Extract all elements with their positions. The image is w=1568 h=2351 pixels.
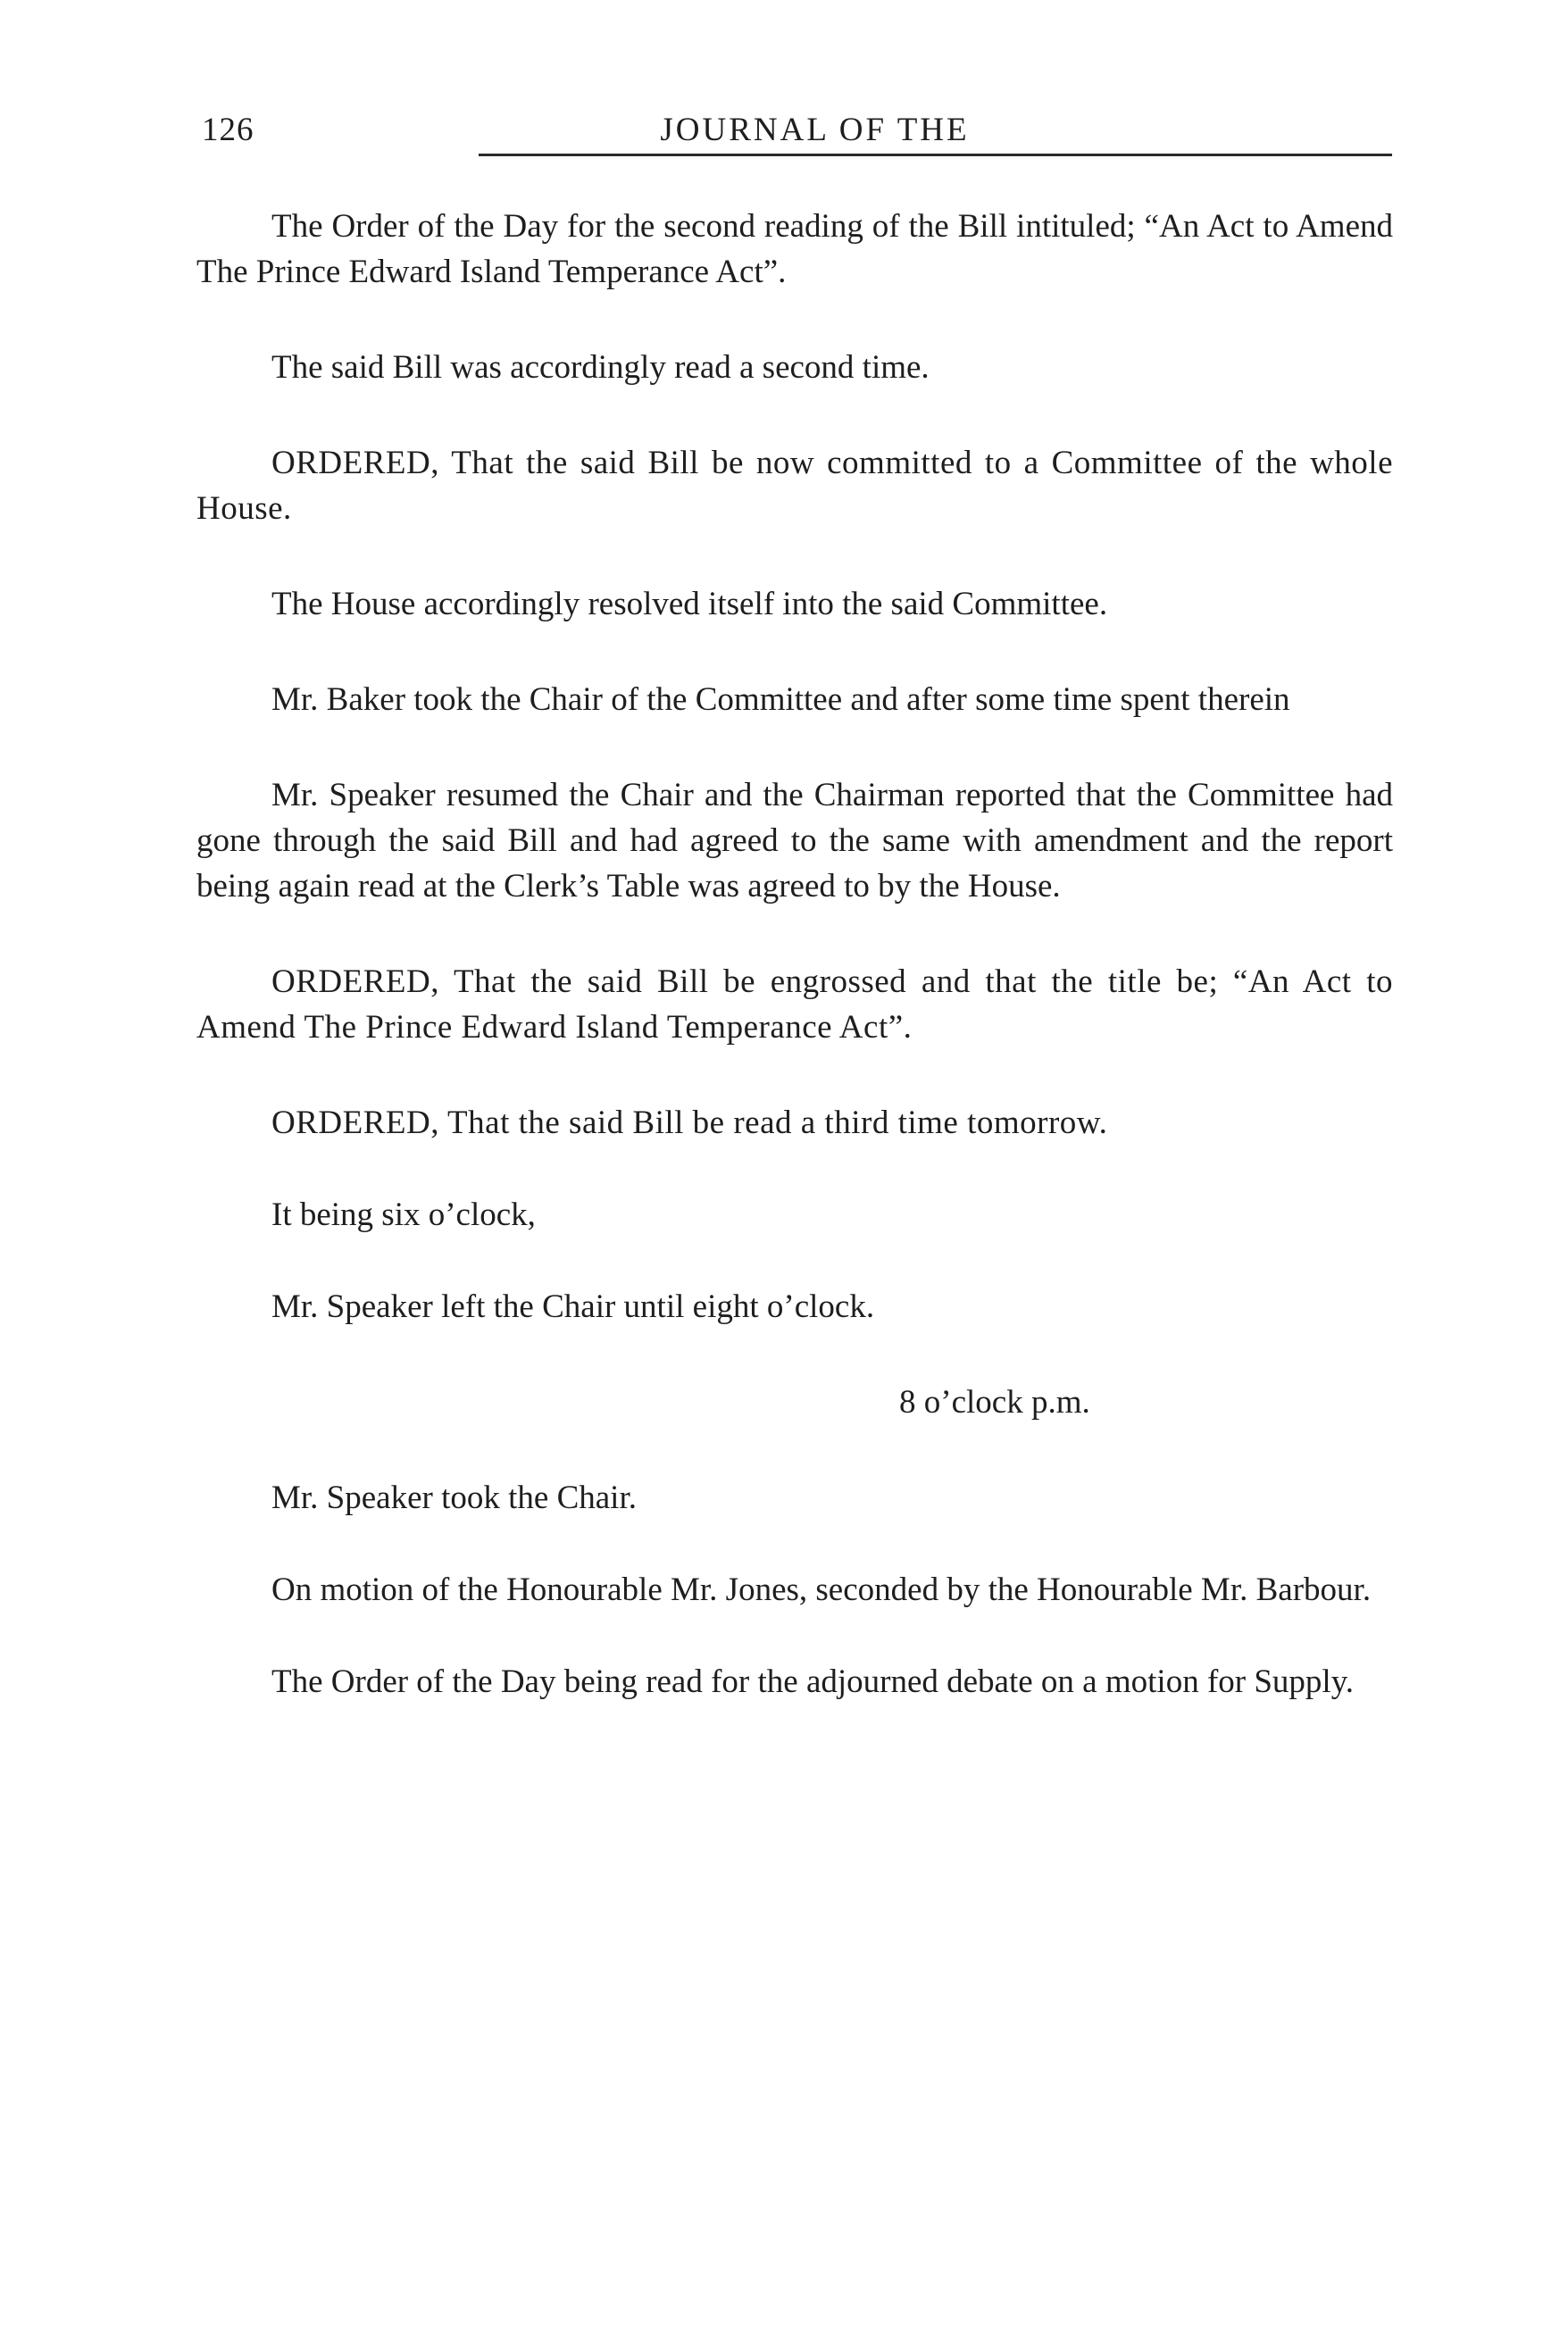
journal-body	[196, 204, 1393, 1755]
paragraph-adjourned-debate-supply: The Order of the Day being read for the adjourned debate on a motion for Supply.	[271, 1663, 1355, 1700]
paragraph-ordered-committed: ORDERED, That the said Bill be now committed to a Committee of the whole House.	[196, 445, 1393, 527]
paragraph-baker-took-chair: Mr. Baker took the Chair of the Committee and after some time spent therein	[271, 681, 1290, 718]
page-header	[202, 105, 1392, 159]
page-number: 126	[202, 112, 254, 148]
running-title: JOURNAL OF THE	[660, 112, 970, 148]
paragraph-order-of-day-second-reading: The Order of the Day for the second reading of the Bill intituled; “An Act to Amend The Prince Edward Island Temperance Act”.	[196, 208, 1393, 290]
paragraph-speaker-left-chair: Mr. Speaker left the Chair until eight o’clock.	[271, 1288, 875, 1325]
paragraph-ordered-engrossed: ORDERED, That the said Bill be engrossed and that the title be; “An Act to Amend The Prince Edward Island Temperance Act”.	[196, 963, 1393, 1046]
paragraph-motion-jones-barbour: On motion of the Honourable Mr. Jones, seconded by the Honourable Mr. Barbour.	[271, 1572, 1372, 1608]
paragraph-ordered-third-reading: ORDERED, That the said Bill be read a third time tomorrow.	[271, 1105, 1108, 1141]
paragraph-speaker-resumed: Mr. Speaker resumed the Chair and the Chairman reported that the Committee had gone through the said Bill and had agreed to the same with amendment and the report being again read at the Clerk’s Table was agreed to by the House.	[196, 777, 1393, 905]
paragraph-speaker-took-chair: Mr. Speaker took the Chair.	[271, 1480, 637, 1516]
time-stamp: 8 o’clock p.m.	[899, 1384, 1090, 1421]
paragraph-six-oclock: It being six o’clock,	[271, 1196, 536, 1233]
header-rule	[479, 154, 1392, 156]
paragraph-house-resolved: The House accordingly resolved itself into the said Committee.	[271, 586, 1108, 622]
paragraph-bill-read-second-time: The said Bill was accordingly read a second time.	[271, 349, 930, 386]
